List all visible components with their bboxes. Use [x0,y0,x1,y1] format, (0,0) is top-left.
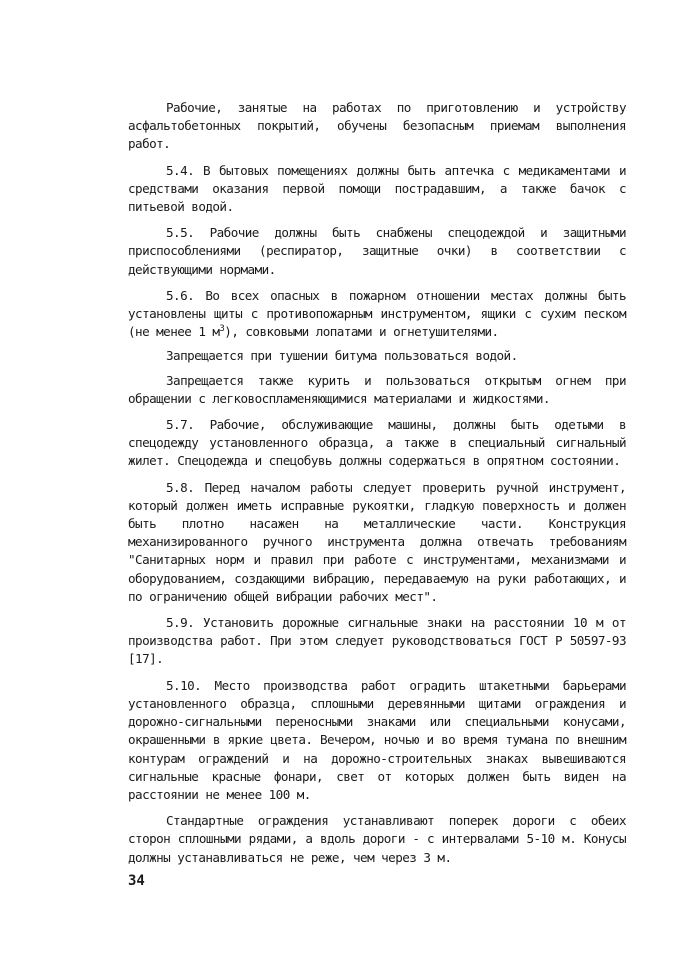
paragraph-5-4: 5.4. В бытовых помещениях должны быть аптечка с медикаментами и средствами оказания первой помощи пострадавшим, а также бачок с питьевой водой. [128,162,626,215]
paragraph-no-smoking: Запрещается также курить и пользоваться открытым огнем при обращении с легковоспламеняющимися материалами и жидкостями. [128,372,626,406]
paragraph-5-8: 5.8. Перед началом работы следует проверить ручной инструмент, который должен иметь исправные рукоятки, гладкую поверхность и должен быть плотно насажен на металлические части. Конструкция механизированного ручного инструмента должна отвечать требованиям "Санитарных норм и правил при работе с инструментами, механизмами и оборудованием, создающими вибрацию, передаваемую на руки работающих, и по ограничению общей вибрации рабочих мест". [128,479,626,604]
paragraph-bitumen-water: Запрещается при тушении битума пользоваться водой. [166,348,518,364]
paragraph-5-10: 5.10. Место производства работ оградить штакетными барьерами установленного образца, сплошными деревянными щитами ограждения и дорожно-сигнальными переносными знаками или специальными конусами, окрашенными в яркие цвета. Вечером, ночью и во время тумана по внешним контурам ограждений и на дорожно-строительных знаках вывешиваются сигнальные красные фонари, свет от которых должен быть виден на расстоянии не менее 100 м. [128,677,626,802]
paragraph-5-6 [128,287,626,342]
paragraph-5-7: 5.7. Рабочие, обслуживающие машины, должны быть одетыми в спецодежду установленного образца, а также в специальный сигнальный жилет. Спецодежда и спецобувь должны содержаться в опрятном состоянии. [128,417,626,469]
page-body [128,99,626,875]
cubic-superscript: 3 [219,324,225,335]
paragraph-barriers: Стандартные ограждения устанавливают поперек дороги с обеих сторон сплошными рядами, а вдоль дороги - с интервалами 5-10 м. Конусы должны устанавливаться не реже, чем через 3 м. [128,813,626,865]
paragraph-intro: Рабочие, занятые на работах по приготовлению и устройству асфальтобетонных покрытий, обучены безопасным приемам выполнения работ. [128,100,626,152]
page-number: 34 [128,873,145,889]
paragraph-5-6-text-end: ), совковыми лопатами и огнетушителями. [224,324,499,340]
paragraph-5-6-text: 5.6. Во всех опасных в пожарном отношении местах должны быть установлены щиты с противопожарным инструментом, ящики с сухим песком (не менее 1 м [128,287,626,340]
paragraph-5-5: 5.5. Рабочие должны быть снабжены спецодеждой и защитными приспособлениями (респиратор, защитные очки) в соответствии с действующими нормами. [128,225,626,277]
paragraph-5-9: 5.9. Установить дорожные сигнальные знаки на расстоянии 10 м от производства работ. При этом следует руководствоваться ГОСТ Р 50597-93 [17]. [128,615,626,667]
